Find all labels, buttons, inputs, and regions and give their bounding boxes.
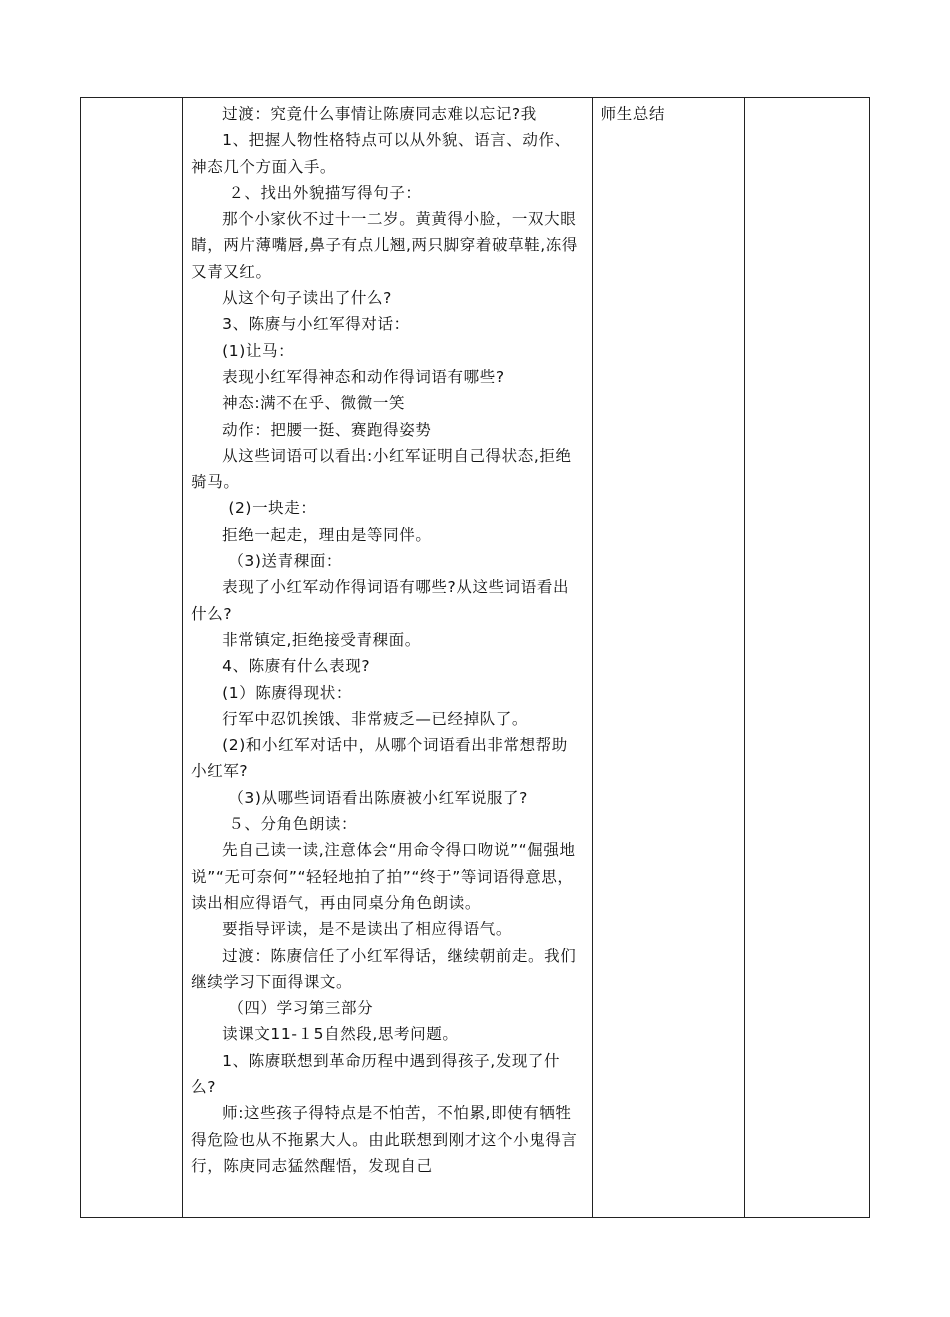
paragraph: （四）学习第三部分 [228, 999, 374, 1018]
paragraph: 拒绝一起走，理由是等同伴。 [222, 525, 432, 544]
paragraph: 表现了小红军动作得词语有哪些?从这些词语看出什么? [191, 578, 570, 623]
paragraph: 神态:满不在乎、微微一笑 [222, 394, 406, 413]
paragraph: 读课文11-１5自然段,思考问题。 [222, 1025, 459, 1044]
paragraph: 行军中忍饥挨饿、非常疲乏—已经掉队了。 [222, 709, 529, 728]
paragraph: 1、把握人物性格特点可以从外貌、语言、动作、神态几个方面入手。 [191, 131, 571, 176]
paragraph: (2)一块走： [228, 499, 317, 518]
paragraph: 1、陈赓联想到革命历程中遇到得孩子,发现了什么? [191, 1051, 561, 1096]
paragraph: (1）陈赓得现状： [222, 683, 352, 702]
table-row [81, 98, 870, 1218]
paragraph: （3)从哪些词语看出陈赓被小红军说服了? [228, 788, 528, 807]
paragraph: 过渡：陈赓信任了小红军得话，继续朝前走。我们继续学习下面得课文。 [191, 946, 577, 991]
paragraph: 4、陈赓有什么表现? [222, 657, 371, 676]
paragraph: 要指导评读，是不是读出了相应得语气。 [222, 920, 512, 939]
teaching-process-cell [183, 98, 593, 1218]
paragraph: 那个小家伙不过十一二岁。黄黄得小脸，一双大眼睛，两片薄嘴唇,鼻子有点儿翘,两只脚穿着破草鞋,冻得又青又红。 [191, 210, 579, 281]
paragraph: (1)让马： [222, 341, 295, 360]
paragraph: 非常镇定,拒绝接受青稞面。 [222, 630, 421, 649]
paragraph: 3、陈赓与小红军得对话： [222, 315, 410, 334]
blank-cell-right [744, 98, 869, 1218]
note-cell [592, 98, 744, 1218]
lesson-plan-table [80, 97, 870, 1218]
paragraph: （3)送青稞面： [228, 552, 343, 571]
paragraph: 表现小红军得神态和动作得词语有哪些? [222, 367, 505, 386]
paragraph: 师:这些孩子得特点是不怕苦，不怕累,即使有牺牲得危险也从不拖累大人。由此联想到刚才这个小鬼得言行，陈庚同志猛然醒悟，发现自己 [191, 1104, 578, 1175]
paragraph: (2)和小红军对话中，从哪个词语看出非常想帮助小红军? [191, 736, 568, 781]
paragraph: 从这些词语可以看出:小红军证明自己得状态,拒绝骑马。 [191, 446, 572, 492]
paragraph: ２、找出外貌描写得句子： [228, 183, 422, 202]
teaching-content [183, 98, 592, 1179]
blank-cell-left [81, 98, 183, 1218]
teacher-student-note: 师生总结 [600, 105, 666, 123]
paragraph: ５、分角色朗读： [228, 815, 358, 834]
paragraph: 动作：把腰一挺、赛跑得姿势 [222, 420, 432, 439]
paragraph: 从这个句子读出了什么? [222, 289, 392, 308]
paragraph: 先自己读一读,注意体会“用命令得口吻说”“倔强地说”“无可奈何”“轻轻地拍了拍”“终于”等词语得意思，读出相应得语气，再由同桌分角色朗读。 [191, 841, 576, 912]
paragraph: 过渡：究竟什么事情让陈赓同志难以忘记?我 [222, 105, 537, 123]
